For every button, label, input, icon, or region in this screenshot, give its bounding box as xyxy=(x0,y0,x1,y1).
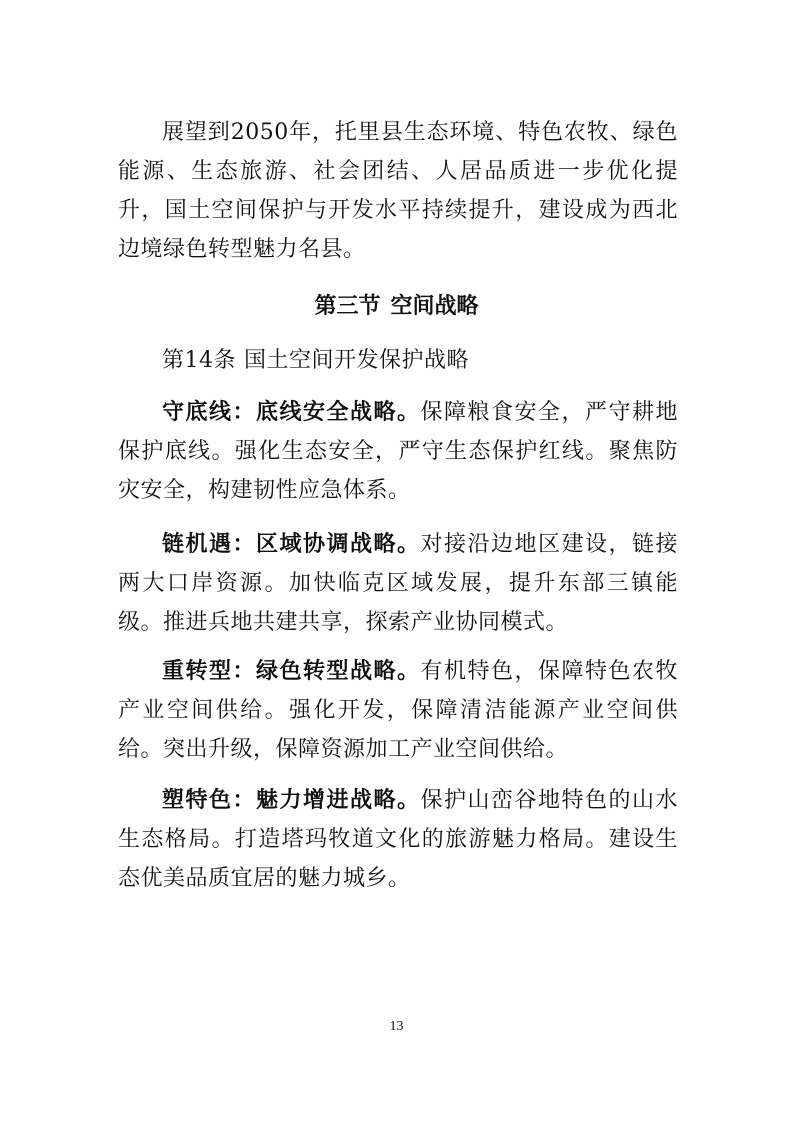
strategy-text: 保障粮食安全，严守耕地保护底线。强化生态安全，严守生态保护红线。聚焦防灾安全，构建韧性应急体系。 xyxy=(118,400,678,503)
strategy-lead: 守底线：底线安全战略。 xyxy=(162,399,421,425)
section-number: 第三节 xyxy=(314,294,381,319)
article-number: 第14条 xyxy=(162,348,236,373)
strategy-lead: 重转型：绿色转型战略。 xyxy=(162,658,421,684)
strategy-paragraph xyxy=(118,781,678,898)
strategy-paragraph xyxy=(118,393,678,510)
intro-paragraph: 展望到2050年，托里县生态环境、特色农牧、绿色能源、生态旅游、社会团结、人居品质进一步优化提升，国土空间保护与开发水平持续提升，建设成为西北边境绿色转型魅力名县。 xyxy=(118,120,678,262)
strategy-paragraph xyxy=(118,652,678,769)
strategy-text: 有机特色，保障特色农牧产业空间供给。强化开发，保障清洁能源产业空间供给。突出升级，保障资源加工产业空间供给。 xyxy=(118,659,678,762)
strategy-paragraph xyxy=(118,525,678,642)
section-heading xyxy=(0,289,793,325)
article-title: 国土空间开发保护战略 xyxy=(244,348,470,373)
strategy-lead: 链机遇：区域协调战略。 xyxy=(162,531,421,557)
article-heading xyxy=(162,343,469,379)
page-number: 13 xyxy=(389,1019,404,1034)
strategy-text: 保护山峦谷地特色的山水生态格局。打造塔玛牧道文化的旅游魅力格局。建设生态优美品质宜居的魅力城乡。 xyxy=(118,788,678,891)
section-title: 空间战略 xyxy=(390,294,479,319)
strategy-lead: 塑特色：魅力增进战略。 xyxy=(162,787,421,813)
strategy-text: 对接沿边地区建设，链接两大口岸资源。加快临克区域发展，提升东部三镇能级。推进兵地共建共享，探索产业协同模式。 xyxy=(118,532,678,635)
